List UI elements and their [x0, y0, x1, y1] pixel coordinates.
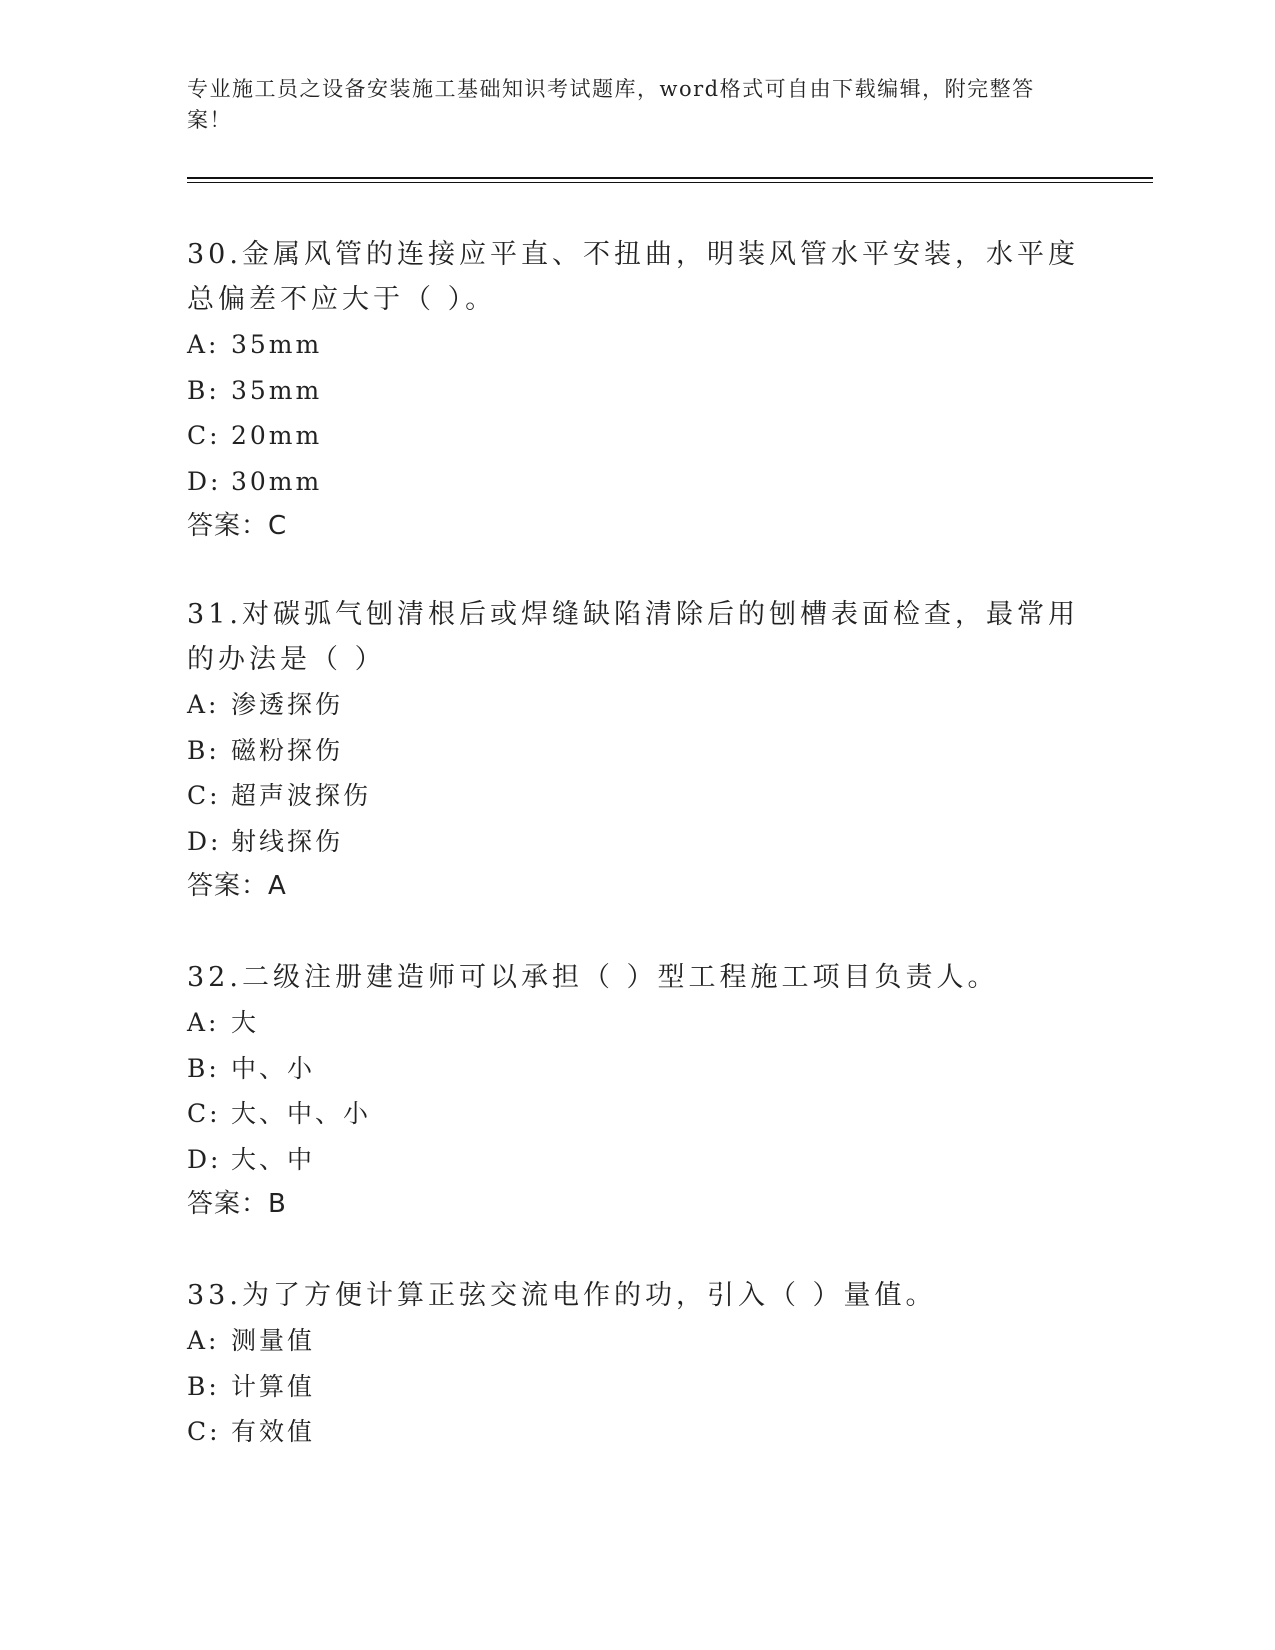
option-label: B: — [187, 735, 220, 765]
option-text: 测量值 — [231, 1326, 316, 1355]
question-32 — [187, 955, 1087, 1228]
option-text: 大 — [231, 1008, 260, 1037]
option-text: 大、中 — [231, 1144, 316, 1174]
option-text: 35mm — [231, 375, 323, 405]
question-stem: 33.为了方便计算正弦交流电作的功，引入（ ）量值。 — [187, 1280, 937, 1311]
option-text: 30mm — [231, 466, 323, 496]
answer: 答案：C — [187, 511, 288, 541]
option-label: A: — [187, 690, 220, 719]
option-label: A: — [187, 1008, 220, 1037]
header-rule-thin — [187, 182, 1153, 183]
option-text: 中、小 — [231, 1053, 316, 1083]
option-label: A: — [187, 1326, 220, 1355]
question-31 — [187, 592, 1087, 910]
option-label: B: — [187, 1371, 220, 1401]
option-text: 超声波探伤 — [231, 781, 372, 810]
option-a — [187, 1318, 1087, 1364]
option-label: C: — [187, 781, 221, 810]
document-header: 专业施工员之设备安装施工基础知识考试题库，word格式可自由下载编辑，附完整答案！ — [187, 77, 1035, 132]
question-stem: 30.金属风管的连接应平直、不扭曲，明装风管水平安装，水平度总偏差不应大于（ ）。 — [187, 239, 1079, 315]
option-a — [187, 682, 1087, 728]
option-b — [187, 1046, 1087, 1092]
option-label: C: — [187, 421, 221, 450]
option-d — [187, 459, 1087, 505]
option-label: C: — [187, 1099, 221, 1128]
option-label: D: — [187, 1144, 222, 1174]
option-text: 渗透探伤 — [231, 690, 344, 719]
option-text: 20mm — [231, 421, 323, 450]
option-b — [187, 728, 1087, 774]
question-30 — [187, 232, 1087, 550]
option-d — [187, 819, 1087, 865]
option-label: D: — [187, 826, 222, 856]
option-text: 计算值 — [231, 1371, 316, 1401]
option-c — [187, 413, 1087, 459]
option-c — [187, 1091, 1087, 1137]
option-b — [187, 1364, 1087, 1410]
option-d — [187, 1137, 1087, 1183]
option-label: A: — [187, 330, 220, 359]
option-b — [187, 368, 1087, 414]
option-a — [187, 1000, 1087, 1046]
option-text: 射线探伤 — [231, 826, 344, 856]
option-text: 有效值 — [231, 1417, 316, 1446]
option-text: 35mm — [231, 330, 323, 359]
option-c — [187, 1409, 1087, 1455]
option-c — [187, 773, 1087, 819]
answer: 答案：B — [187, 1189, 287, 1219]
option-label: B: — [187, 375, 220, 405]
option-label: C: — [187, 1417, 221, 1446]
option-label: D: — [187, 466, 222, 496]
header-rule-thick — [187, 177, 1153, 179]
option-text: 磁粉探伤 — [231, 735, 344, 765]
option-label: B: — [187, 1053, 220, 1083]
answer: 答案：A — [187, 871, 287, 901]
question-stem: 31.对碳弧气刨清根后或焊缝缺陷清除后的刨槽表面检查，最常用的办法是（ ） — [187, 599, 1079, 675]
question-33 — [187, 1273, 1087, 1455]
option-a — [187, 322, 1087, 368]
option-text: 大、中、小 — [231, 1099, 372, 1128]
question-stem: 32.二级注册建造师可以承担（ ）型工程施工项目负责人。 — [187, 962, 999, 993]
